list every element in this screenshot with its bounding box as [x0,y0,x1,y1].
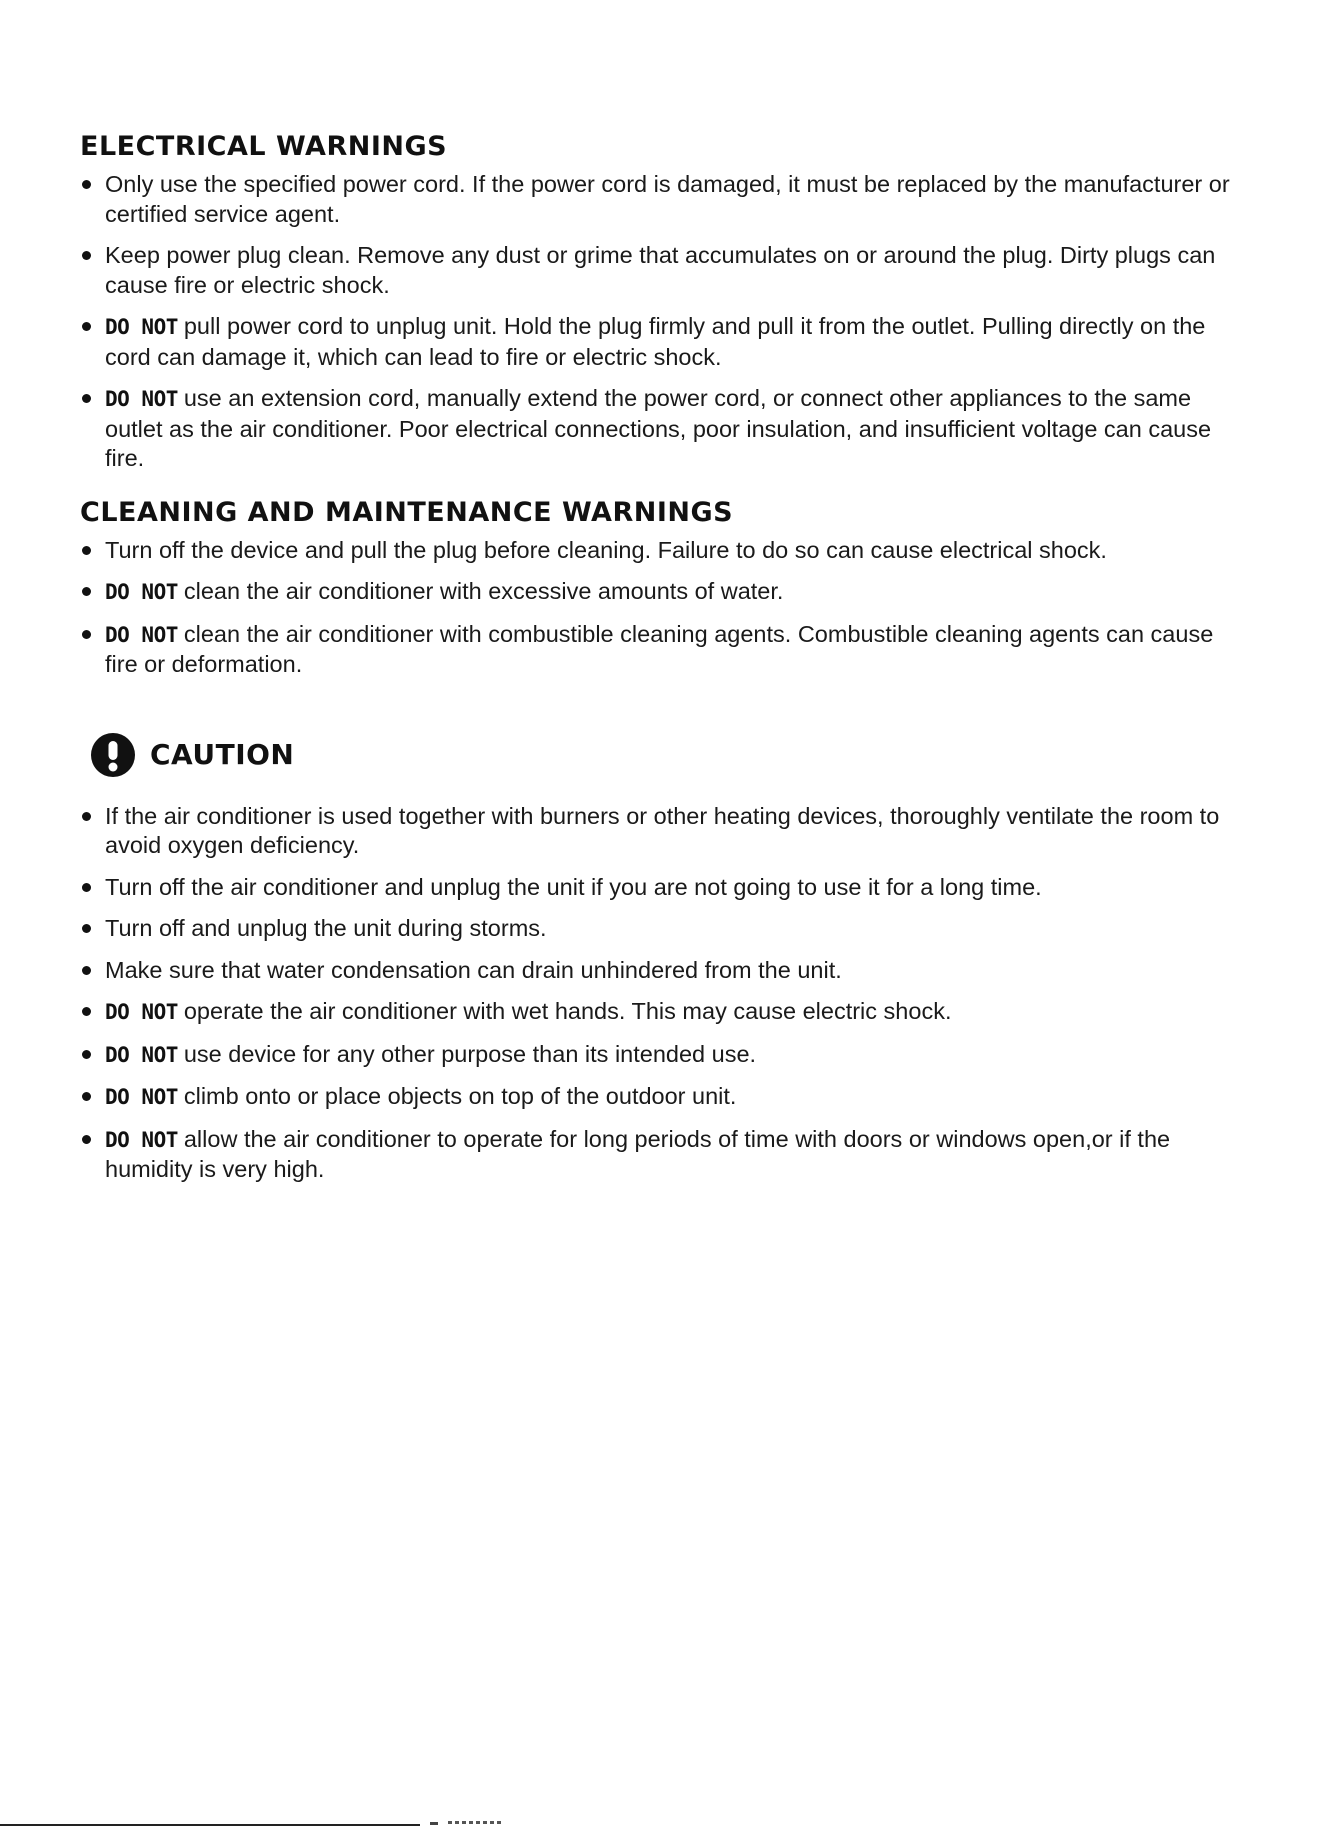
spacer [80,486,1250,496]
do-not-label: DO NOT [105,580,178,604]
item-text: Keep power plug clean. Remove any dust or grime that accumulates on or around the plug. Dirty plugs can cause fire or electric shock. [105,242,1216,298]
list-item [80,1082,1250,1113]
cleaning-maintenance-list [80,536,1250,680]
bullet-icon [82,546,91,555]
do-not-label: DO NOT [105,315,178,339]
list-item [80,536,1250,566]
list-item [80,170,1250,229]
list-item [80,620,1250,680]
item-text: If the air conditioner is used together with burners or other heating devices, thoroughly ventilate the room to avoid oxygen deficiency. [105,802,1220,858]
spacer [80,692,1250,730]
footer-divider-fragment [448,1821,504,1824]
list-item [80,241,1250,300]
page-content [80,130,1250,1197]
exclamation-circle-icon [90,732,136,778]
bullet-icon [82,630,91,639]
electrical-warnings-heading: ELECTRICAL WARNINGS [80,131,448,162]
list-item [80,997,1250,1028]
bullet-icon [82,1092,91,1101]
caution-label: CAUTION [150,738,295,771]
bullet-icon [82,812,91,821]
list-item [80,873,1250,903]
electrical-warnings-list [80,170,1250,474]
list-item [80,802,1250,861]
cleaning-maintenance-warnings-heading: CLEANING AND MAINTENANCE WARNINGS [80,496,734,528]
bullet-icon [82,251,91,260]
bullet-icon [82,924,91,933]
do-not-label: DO NOT [105,387,178,411]
list-item [80,1040,1250,1071]
caution-list [80,802,1250,1185]
footer-divider [0,1824,420,1826]
item-text: Turn off the device and pull the plug before cleaning. Failure to do so can cause electrical shock. [105,536,1107,563]
do-not-label: DO NOT [105,1127,178,1152]
bullet-icon [82,883,91,892]
item-text: Make sure that water condensation can drain unhindered from the unit. [105,956,842,983]
list-item [80,914,1250,944]
list-item [80,577,1250,608]
bullet-icon [82,1050,91,1059]
bullet-icon [82,1135,91,1144]
bullet-icon [82,1007,91,1016]
list-item [80,312,1250,372]
list-item [80,956,1250,986]
list-item [80,384,1250,474]
item-text: pull power cord to unplug unit. Hold the plug firmly and pull it from the outlet. Pulling directly on the cord can damage it, which can lead to fire or electric shock. [105,313,1206,370]
item-text: Turn off the air conditioner and unplug the unit if you are not going to use it for a long time. [105,873,1042,900]
item-text: allow the air conditioner to operate for long periods of time with doors or windows open,or if the humidity is very high. [105,1125,1171,1182]
item-text: clean the air conditioner with excessive amounts of water. [183,578,784,604]
do-not-label: DO NOT [105,622,178,647]
item-text: operate the air conditioner with wet hands. This may cause electric shock. [183,998,952,1024]
item-text: clean the air conditioner with combustible cleaning agents. Combustible cleaning agents can cause fire or deformation. [105,620,1214,677]
bullet-icon [82,966,91,975]
bullet-icon [82,180,91,189]
bullet-icon [82,322,91,331]
do-not-label: DO NOT [105,1000,178,1024]
item-text: use an extension cord, manually extend the power cord, or connect other appliances to the same outlet as the air conditioner. Poor electrical connections, poor insulation, and insufficient voltage can cause fire. [105,385,1212,471]
caution-header [90,730,1250,780]
list-item [80,1125,1250,1185]
bullet-icon [82,394,91,403]
item-text: climb onto or place objects on top of the outdoor unit. [183,1083,737,1109]
footer-divider-fragment [430,1822,438,1825]
item-text: Turn off and unplug the unit during storms. [105,915,547,941]
item-text: Only use the specified power cord. If the power cord is damaged, it must be replaced by the manufacturer or certified service agent. [105,171,1230,227]
do-not-label: DO NOT [105,1042,178,1067]
bullet-icon [82,587,91,596]
item-text: use device for any other purpose than its intended use. [183,1040,757,1067]
do-not-label: DO NOT [105,1085,178,1109]
